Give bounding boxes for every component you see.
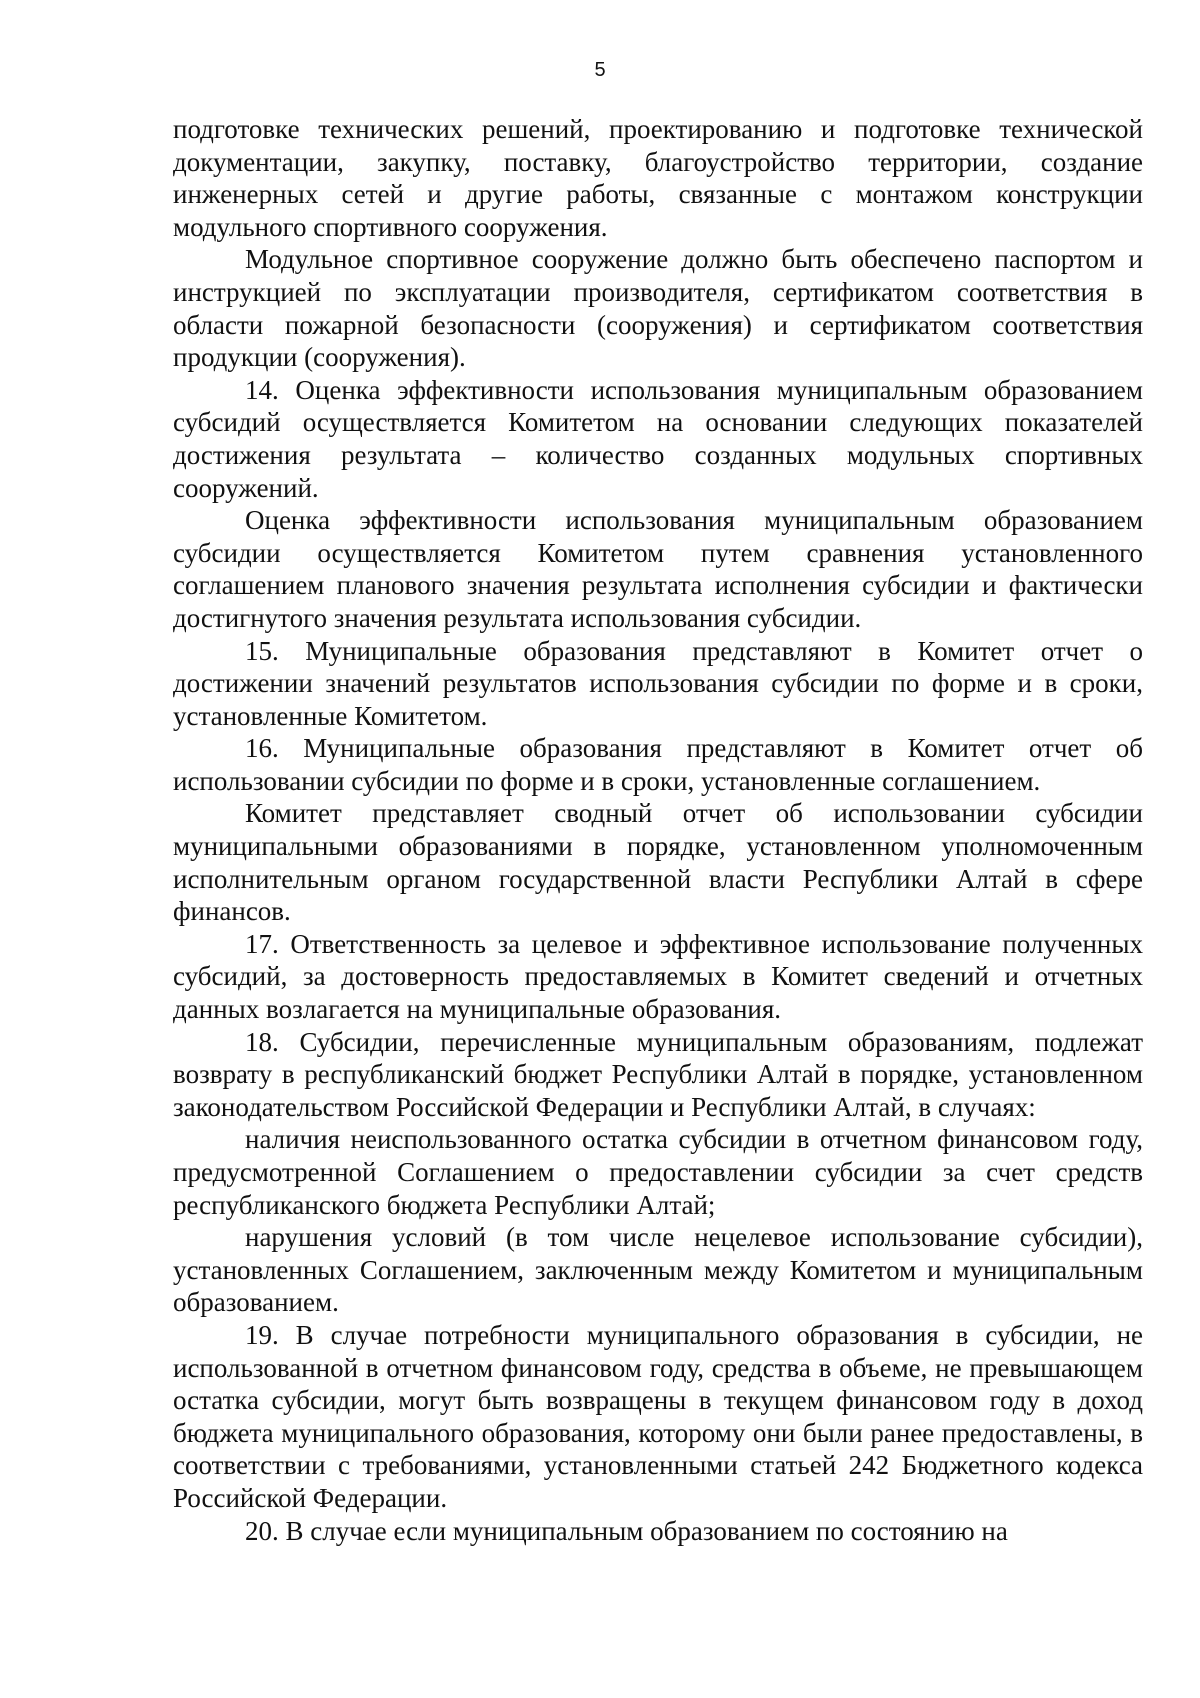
paragraph-summary-report: Комитет представляет сводный отчет об использовании субсидии муниципальными образованиями в порядке, установленном уполномоченным исполнительным органом государственной власти Республики Алтай в сфере финансов. <box>173 798 1143 927</box>
paragraph-clause-15: 15. Муниципальные образования представляют в Комитет отчет о достижении значений результатов использования субсидии по форме и в сроки, установленные Комитетом. <box>173 635 1143 731</box>
document-body <box>173 113 1143 1547</box>
paragraph-clause-17: 17. Ответственность за целевое и эффективное использование полученных субсидий, за достоверность предоставляемых в Комитет сведений и отчетных данных возлагается на муниципальные образования. <box>173 928 1143 1025</box>
paragraph-clause-16: 16. Муниципальные образования представляют в Комитет отчет об использовании субсидии по форме и в сроки, установленные соглашением. <box>173 733 1143 796</box>
paragraph-continuation: подготовке технических решений, проектированию и подготовке технической документации, закупку, поставку, благоустройство территории, создание инженерных сетей и другие работы, связанные с монтажом конструкции модульного спортивного сооружения. <box>173 114 1143 242</box>
page-number: 5 <box>594 59 606 81</box>
paragraph-efficiency-assessment: Оценка эффективности использования муниципальным образованием субсидии осуществляется Комитетом путем сравнения установленного соглашением планового значения результата исполнения субсидии и фактически достигнутого значения результата использования субсидии. <box>173 505 1143 633</box>
paragraph-case-violation: нарушения условий (в том числе нецелевое использование субсидии), установленных Соглашением, заключенным между Комитетом и муниципальным образованием. <box>173 1222 1143 1318</box>
paragraph-clause-18: 18. Субсидии, перечисленные муниципальным образованиям, подлежат возврату в республиканский бюджет Республики Алтай в порядке, установленном законодательством Российской Федерации и Республики Алтай, в случаях: <box>173 1026 1143 1122</box>
paragraph-case-unused-balance: наличия неиспользованного остатка субсидии в отчетном финансовом году, предусмотренной Соглашением о предоставлении субсидии за счет средств республиканского бюджета Республики Алтай; <box>173 1124 1143 1220</box>
paragraph-passport-requirement: Модульное спортивное сооружение должно быть обеспечено паспортом и инструкцией по эксплуатации производителя, сертификатом соответствия в области пожарной безопасности (сооружения) и сертификатом соответствия продукции (сооружения). <box>173 244 1143 373</box>
paragraph-clause-20: 20. В случае если муниципальным образованием по состоянию на <box>245 1515 1008 1546</box>
paragraph-clause-19: 19. В случае потребности муниципального образования в субсидии, не использованной в отчетном финансовом году, средства в объеме, не превышающем остатка субсидии, могут быть возвращены в текущем финансовом году в доход бюджета муниципального образования, которому они были ранее предоставлены, в соответствии с требованиями, установленными статьей 242 Бюджетного кодекса Российской Федерации. <box>173 1319 1143 1513</box>
paragraph-clause-14: 14. Оценка эффективности использования муниципальным образованием субсидий осуществляется Комитетом на основании следующих показателей достижения результата – количество созданных модульных спортивных сооружений. <box>173 374 1143 503</box>
